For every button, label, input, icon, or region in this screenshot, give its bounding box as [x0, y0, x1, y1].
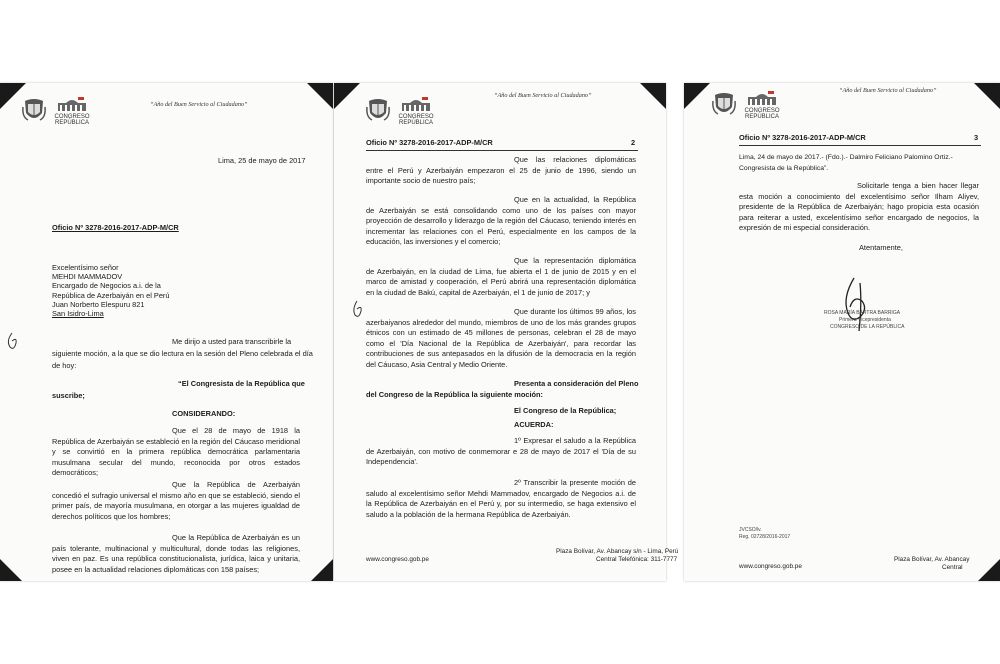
footer-website: www.congreso.gob.pe — [739, 563, 802, 570]
page-corner — [978, 559, 1000, 581]
letter-date: Lima, 25 de mayo de 2017 — [218, 156, 306, 165]
peru-coat-of-arms-icon — [366, 97, 390, 125]
reference-register: Reg. 02728/2016-2017 — [739, 534, 791, 540]
footer-phone: Central — [942, 564, 963, 571]
footer-address: Plaza Bolívar, Av. Abancay s/n - Lima, Perú — [556, 548, 679, 555]
congress-building-icon — [400, 97, 432, 113]
document-page-2 — [334, 83, 679, 581]
motion-heading: “El Congresista de la República que — [178, 379, 305, 388]
footer-website: www.congreso.gob.pe — [366, 556, 429, 563]
resolution-item: 1º Expresar el saludo a la República de Azerbaiyán, con motivo de conmemorar e 28 de mayo de 2017 el 'Día de su Independencia'. — [366, 436, 636, 467]
considerando-heading: CONSIDERANDO: — [172, 409, 236, 418]
presenta-heading-cont: del Congreso de la República la siguiente moción: — [366, 390, 543, 399]
congreso-logo: CONGRESO REPÚBLICA — [396, 97, 436, 126]
signatory-title: Primera Vicepresidenta — [839, 317, 891, 323]
header-divider — [739, 145, 981, 146]
document-page-3 — [684, 83, 1000, 581]
paragraph: Que durante los últimos 99 años, los azerbaiyanos alrededor del mundo, miembros de uno de los más grandes grupos étnicos con un estimado de 45 millones de personas, celebran el 28 de mayo como el 'Día Nacional de la República de Azerbaiyán', para recordar las contribuciones de sus antepasados en la difusión de la democracia en la región del Cáucaso, Asia Central y Medio Oriente. — [366, 307, 636, 369]
recipient-block: Excelentísimo señor MEHDI MAMMADOV Encargado de Negocios a.i. de la República de Azerbaiyán en el Perú Juan Norberto Elespuru 821 San Isidro-Lima — [52, 263, 170, 319]
signature-line: Lima, 24 de mayo de 2017.- (Fdo.).- Dalmiro Feliciano Palomino Ortiz.- — [739, 154, 953, 161]
intro-line-2: siguiente moción, a la que se dio lectura en la sesión del Pleno celebrada el día — [52, 349, 313, 358]
year-motto: “Año del Buen Servicio al Ciudadano” — [494, 92, 592, 99]
oficio-number: Oficio Nº 3278-2016-2017-ADP-M/CR — [739, 133, 866, 142]
motion-heading-cont: suscribe; — [52, 391, 85, 400]
header-divider — [366, 150, 638, 151]
letterhead — [366, 97, 436, 126]
signature-line-cont: Congresista de la República”. — [739, 165, 829, 172]
page-corner — [307, 83, 333, 109]
congress-building-icon — [746, 91, 778, 107]
page-number: 2 — [631, 138, 636, 147]
year-motto: “Año del Buen Servicio al Ciudadano” — [150, 101, 248, 108]
congress-building-icon — [56, 97, 88, 113]
letterhead — [712, 91, 782, 120]
closing: Atentamente, — [859, 243, 903, 252]
congreso-heading: El Congreso de la República; — [514, 406, 617, 415]
intro-line-3: de hoy: — [52, 361, 77, 370]
reference-initials: JVCSO/lv. — [739, 527, 762, 533]
congreso-logo: CONGRESO REPÚBLICA — [742, 91, 782, 120]
page-corner — [974, 83, 1000, 109]
handwritten-margin-mark-icon — [350, 299, 364, 321]
year-motto: “Año del Buen Servicio al Ciudadano” — [839, 87, 937, 94]
peru-coat-of-arms-icon — [22, 97, 46, 125]
page-number: 3 — [974, 133, 979, 142]
signatory-name: ROSA MARÍA BARTRA BARRIGA — [824, 310, 901, 316]
congreso-logo: CONGRESO REPÚBLICA — [52, 97, 92, 126]
paragraph: Solicitarle tenga a bien hacer llegar esta moción a conocimiento del excelentísimo señor Ilham Aliyev, presidente de la República de Azerbaiyán; hago propicia esta ocasión para reiterar a usted, excelentísimo señor encargado de negocios, la expresión de mi especial consideración. — [739, 181, 979, 233]
footer-phone: Central Telefónica: 311-7777 — [596, 556, 678, 563]
paragraph: Que la República de Azerbaiyán es un país tolerante, multinacional y multicultural, donde todas las religiones, viven en paz. Es una república constitucionalista, jurídica, laica y unitaria, posee en la actualidad relaciones diplomáticas con 158 países; — [52, 533, 300, 574]
page-corner — [311, 559, 333, 581]
footer-address: Plaza Bolívar, Av. Abancay — [894, 556, 970, 563]
letterhead — [22, 97, 92, 126]
paragraph: Que el 28 de mayo de 1918 la República de Azerbaiyán se estableció en la región del Cáucaso meridional y se convirtió en la primera república democrática parlamentaria musulmana secular del mundo, reconocida por otros estados democráticos; — [52, 426, 300, 478]
paragraph: Que las relaciones diplomáticas entre el Perú y Azerbaiyán empezaron el 25 de junio de 1996, siendo un importante socio de nuestro país; — [366, 155, 636, 186]
oficio-number: Oficio Nº 3278-2016-2017-ADP-M/CR — [366, 138, 493, 147]
page-corner — [0, 559, 22, 581]
paragraph: Que en la actualidad, la República de Azerbaiyán se está consolidando como uno de los países con mayor proyección de desarrollo y liderazgo de la región del Cáucaso, teniendo interés en incrementar las relaciones con el Perú, especialmente en los campos de la educación, las inversiones y el comercio; — [366, 195, 636, 247]
signatory-institution: CONGRESO DE LA REPÚBLICA — [830, 324, 905, 330]
page-corner — [334, 83, 360, 109]
intro-line-1: Me dirijo a usted para transcribirle la — [172, 337, 292, 346]
oficio-number: Oficio Nº 3278-2016-2017-ADP-M/CR — [52, 223, 179, 232]
peru-coat-of-arms-icon — [712, 91, 736, 119]
paragraph: Que la República de Azerbaiyán concedió el sufragio universal el mismo año en que se estableció, siendo el primer país, de mayoría musulmana, en otorgar a las mujeres igualdad de derechos políticos que los hombres; — [52, 480, 300, 521]
resolution-item: 2º Transcribir la presente moción de saludo al excelentísimo señor Mehdi Mammadov, encargado de Negocios a.i. de la República de Azerbaiyán en el Perú y, por su intermedio, se haga extensivo el saludo a la población de la hermana República de Azerbaiyán. — [366, 478, 636, 519]
document-page-1 — [0, 83, 333, 581]
page-corner — [640, 83, 666, 109]
paragraph: Que la representación diplomática de Azerbaiyán, en la ciudad de Lima, fue abierta el 1 de junio de 2015 y en el marco de amistad y cooperación, el Perú abrirá una representación diplomática en la ciudad de Bakú, capital de Azerbaiyán, el 1 de junio de 2017; y — [366, 256, 636, 297]
handwritten-margin-mark-icon — [4, 331, 20, 353]
acuerda-heading: ACUERDA: — [514, 420, 554, 429]
page-corner — [684, 83, 710, 109]
presenta-heading: Presenta a consideración del Pleno — [514, 379, 639, 388]
